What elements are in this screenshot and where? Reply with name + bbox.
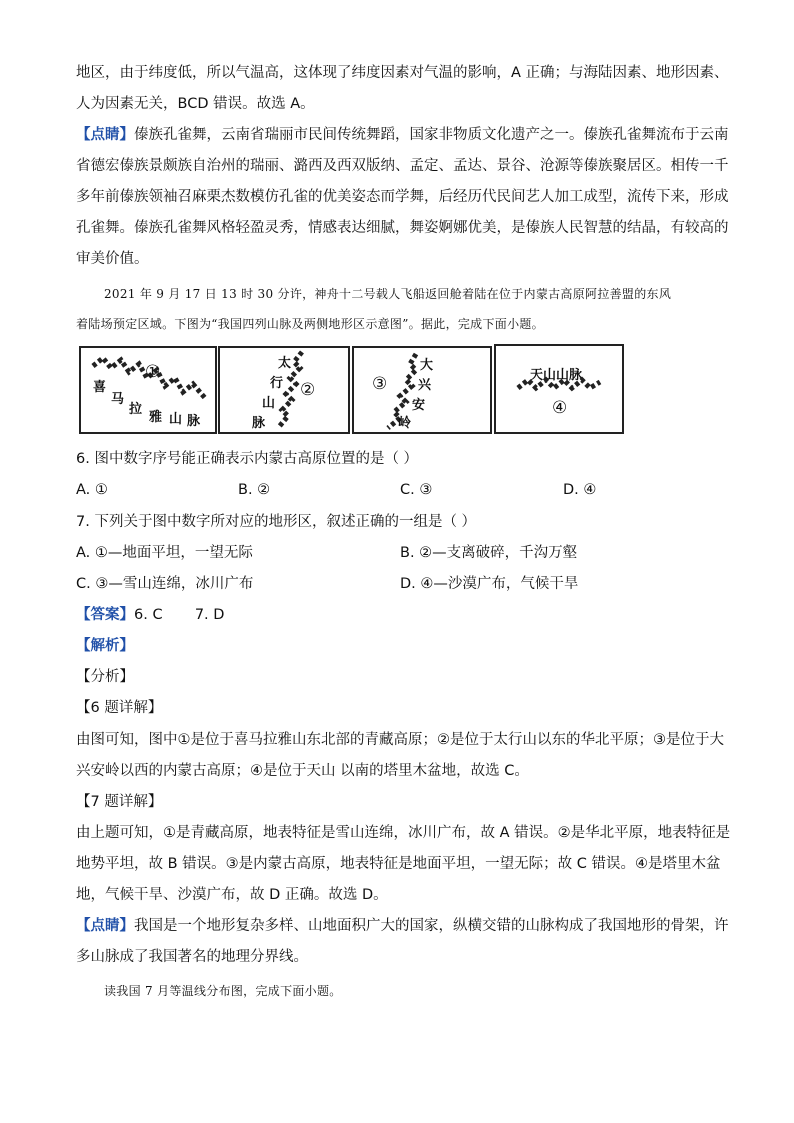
panel3-number: ③ [372, 374, 388, 394]
tip1-line-2: 省德宏傣族景颇族自治州的瑞丽、潞西及西双版纳、孟定、孟达、景谷、沧源等傣族聚居区。相传一千 [76, 158, 729, 174]
q7-detail-line-3: 地，气候干旱、沙漠广布，故 D 正确。故选 D。 [76, 887, 388, 903]
q6-detail-line-1: 由图可知，图中①是位于喜马拉雅山东北部的青藏高原；②是位于太行山以东的华北平原；③是位于大 [76, 732, 724, 748]
panel2-char-2: 行 [270, 376, 284, 391]
panel1-number: ① [145, 362, 161, 382]
tip1-line-1 [76, 125, 729, 145]
figure-panel-4 [494, 344, 624, 434]
panel2-char-1: 太 [278, 356, 292, 371]
tip2-text-1: 我国是一个地形复杂多样、山地面积广大的国家，纵横交错的山脉构成了我国地形的骨架，许 [134, 918, 729, 934]
q7-option-c: C. ③—雪山连绵，冰川广布 [76, 576, 254, 592]
panel1-char-4: 雅 [149, 410, 163, 425]
panel2-char-4: 脉 [252, 416, 266, 431]
figure-panel-2 [218, 346, 350, 434]
answer-label: 【答案】 [76, 607, 134, 623]
q6-detail-label: 【6 题详解】 [76, 700, 163, 716]
answer-line [76, 605, 224, 625]
intro-line-2: 人为因素无关，BCD 错误。故选 A。 [76, 96, 315, 112]
panel1-char-5: 山 [169, 412, 183, 427]
q6-stem: 6. 图中数字序号能正确表示内蒙古高原位置的是（ ） [76, 451, 419, 467]
passage-line-2: 着陆场预定区域。下图为“我国四列山脉及两侧地形区示意图”。据此，完成下面小题。 [76, 317, 544, 331]
q6-option-b: B. ② [238, 482, 271, 498]
figure-panel-3 [352, 346, 492, 434]
q7-detail-label: 【7 题详解】 [76, 794, 163, 810]
tip2-line-2: 多山脉成了我国著名的地理分界线。 [76, 949, 308, 965]
panel4-label: 天山山脉 [530, 368, 583, 383]
q6-option-c: C. ③ [400, 482, 433, 498]
panel4-number: ④ [552, 398, 568, 418]
answer-text: 6. C 7. D [134, 607, 225, 623]
fenxi-label: 【分析】 [76, 669, 134, 685]
passage-line-1: 2021 年 9 月 17 日 13 时 30 分许，神舟十二号载人飞船返回舱着陆在位于内蒙古高原阿拉善盟的东风 [104, 287, 672, 301]
q7-detail-line-1: 由上题可知，①是青藏高原，地表特征是雪山连绵，冰川广布，故 A 错误。②是华北平原，地表特征是 [76, 825, 731, 841]
q7-detail-line-2: 地势平坦，故 B 错误。③是内蒙古高原，地表特征是地面平坦，一望无际；故 C 错误。④是塔里木盆 [76, 856, 721, 872]
intro-line-1: 地区，由于纬度低，所以气温高，这体现了纬度因素对气温的影响，A 正确；与海陆因素、地形因素、 [76, 65, 729, 81]
panel3-char-2: 兴 [418, 378, 432, 393]
tip1-line-3: 多年前傣族领袖召麻栗杰数模仿孔雀的优美姿态而学舞，后经历代民间艺人加工成型，流传下来，形成 [76, 189, 729, 205]
panel1-char-2: 马 [111, 392, 125, 407]
panel3-char-3: 安 [412, 398, 426, 413]
q7-option-d: D. ④—沙漠广布，气候干旱 [400, 576, 579, 592]
tip1-line-4: 孔雀舞。傣族孔雀舞风格轻盈灵秀，情感表达细腻，舞姿婀娜优美，是傣族人民智慧的结晶，有较高的 [76, 220, 729, 236]
tip2-label: 【点睛】 [76, 918, 134, 934]
q7-option-a: A. ①—地面平坦，一望无际 [76, 545, 253, 561]
q7-option-b: B. ②—支离破碎，千沟万壑 [400, 545, 578, 561]
closing-line: 读我国 7 月等温线分布图，完成下面小题。 [104, 984, 342, 998]
panel2-number: ② [300, 380, 316, 400]
panel2-char-3: 山 [262, 396, 276, 411]
tip1-text-1: 傣族孔雀舞，云南省瑞丽市民间传统舞蹈，国家非物质文化遗产之一。傣族孔雀舞流布于云南 [134, 127, 729, 143]
panel3-char-1: 大 [420, 358, 434, 373]
jiexi-label: 【解析】 [76, 638, 134, 654]
tip1-line-5: 审美价值。 [76, 251, 149, 267]
q6-detail-line-2: 兴安岭以西的内蒙古高原；④是位于天山 以南的塔里木盆地，故选 C。 [76, 763, 529, 779]
panel1-char-1: 喜 [93, 380, 107, 395]
figure-panel-1 [79, 346, 217, 434]
panel1-char-6: 脉 [187, 414, 201, 429]
panel1-char-3: 拉 [129, 402, 143, 417]
tip2-line-1 [76, 916, 729, 936]
q6-option-d: D. ④ [563, 482, 597, 498]
panel3-char-4: 岭 [398, 416, 412, 431]
tip1-label: 【点睛】 [76, 127, 134, 143]
q6-option-a: A. ① [76, 482, 108, 498]
q7-stem: 7. 下列关于图中数字所对应的地形区，叙述正确的一组是（ ） [76, 514, 477, 530]
tianshan-mountain-icon [496, 346, 622, 432]
